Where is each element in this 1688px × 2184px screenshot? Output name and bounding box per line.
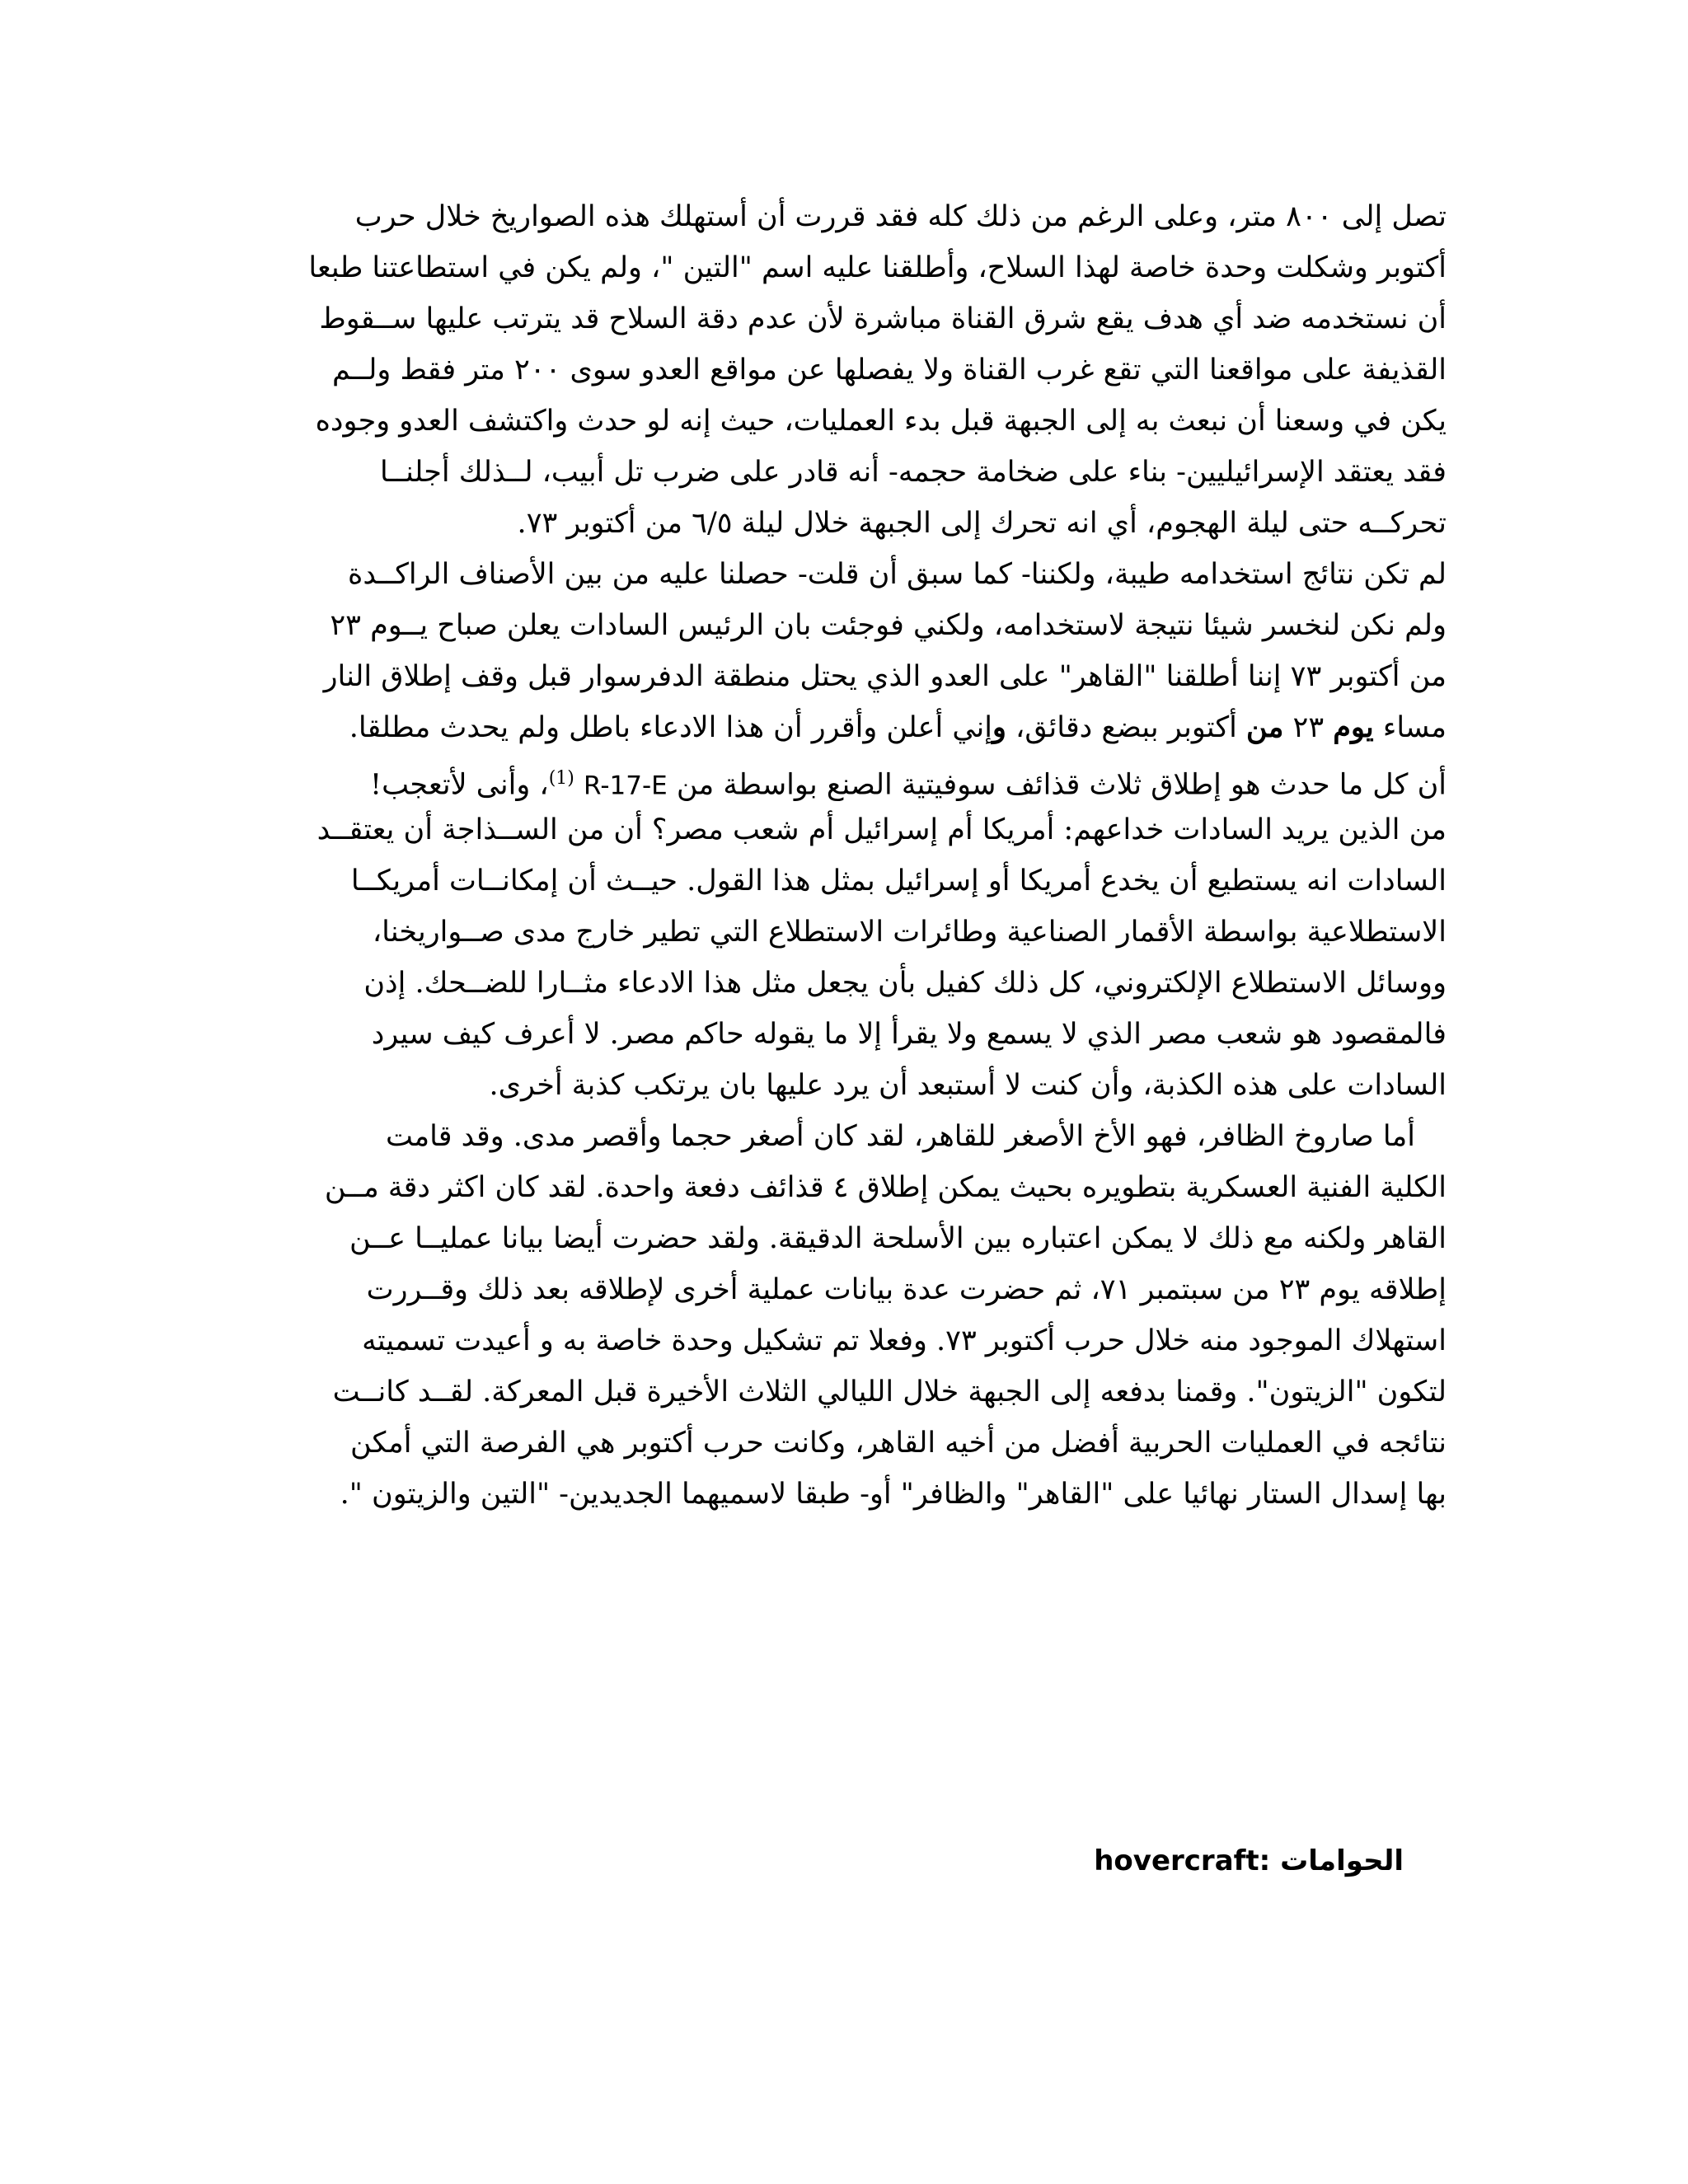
paragraph-3 [243, 1111, 1447, 1520]
text-line: إطلاقه يوم ٢٣ من سبتمبر ٧١، ثم حضرت عدة بيانات عملية أخرى لإطلاقه بعد ذلك وقــررت [366, 1273, 1447, 1306]
text-line: استهلاك الموجود منه خلال حرب أكتوبر ٧٣. وفعلا تم تشكيل وحدة خاصة به و أعيدت تسميته [362, 1324, 1447, 1357]
text-line: من أكتوبر ٧٣ إننا أطلقنا "القاهر" على العدو الذي يحتل منطقة الدفرسوار قبل وقف إطلاق النار [323, 660, 1447, 693]
heading-arabic: الحوامات [1270, 1844, 1404, 1877]
bold-run: من [1246, 710, 1284, 744]
text-line: يكن في وسعنا أن نبعث به إلى الجبهة قبل بدء العمليات، حيث إنه لو حدث واكتشف العدو وجوده [315, 405, 1447, 438]
text-run: مساء [1373, 711, 1447, 744]
text-line: تحركــه حتى ليلة الهجوم، أي انه تحرك إلى الجبهة خلال ليلة ٦/٥ من أكتوبر ٧٣. [517, 507, 1447, 540]
text-line: السادات انه يستطيع أن يخدع أمريكا أو إسرائيل بمثل هذا القول. حيــث أن إمكانــات أمريكــا [350, 865, 1447, 898]
text-line: القاهر ولكنه مع ذلك لا يمكن اعتباره بين الأسلحة الدقيقة. ولقد حضرت أيضا بيانا عمليــا عــن [349, 1222, 1447, 1255]
text-line: ولم نكن لنخسر شيئا نتيجة لاستخدامه، ولكني فوجئت بان الرئيس السادات يعلن صباح يــوم ٢٣ [330, 609, 1447, 642]
text-line: أن نستخدمه ضد أي هدف يقع شرق القناة مباشرة لأن عدم دقة السلاح قد يترتب عليها ســقوط [319, 302, 1447, 335]
text-line: لم تكن نتائج استخدامه طيبة، ولكننا- كما سبق أن قلت- حصلنا عليه من بين الأصناف الراكــدة [348, 558, 1447, 591]
text-line-bold-parts [243, 702, 1447, 753]
body-text [243, 191, 1447, 1520]
text-line: بها إسدال الستار نهائيا على "القاهر" والظافر" أو- طبقا لاسميهما الجديدين- "التين والزيتون ". [340, 1478, 1447, 1511]
missile-code: R-17-E [584, 771, 668, 801]
section-heading [1094, 1840, 1404, 1882]
text-line: أكتوبر وشكلت وحدة خاصة لهذا السلاح، وأطلقنا عليه اسم "التين "، ولم يكن في استطاعتنا طبعا [308, 251, 1447, 284]
text-run: إني أعلن وأقرر أن هذا الادعاء باطل ولم يحدث مطلقا. [349, 711, 993, 744]
text-run: ٢٣ [1283, 711, 1334, 744]
text-line: القذيفة على مواقعنا التي تقع غرب القناة ولا يفصلها عن مواقع العدو سوى ٢٠٠ متر فقط ولــم [331, 354, 1447, 387]
text-line-with-footnote [243, 753, 1447, 804]
paragraph-1 [243, 191, 1447, 549]
footnote-marker[interactable]: (1) [548, 768, 574, 789]
text-run: أكتوبر ببضع دقائق، [1006, 711, 1246, 744]
bold-run: و [992, 710, 1006, 744]
text-line: نتائجه في العمليات الحربية أفضل من أخيه القاهر، وكانت حرب أكتوبر هي الفرصة التي أمكن [350, 1427, 1447, 1460]
text-line: فالمقصود هو شعب مصر الذي لا يسمع ولا يقرأ إلا ما يقوله حاكم مصر. لا أعرف كيف سيرد [371, 1018, 1447, 1051]
text-line: لتكون "الزيتون". وقمنا بدفعه إلى الجبهة خلال الليالي الثلاث الأخيرة قبل المعركة. لقــد كانــت [332, 1376, 1447, 1408]
paragraph-2 [243, 549, 1447, 1111]
text-line: تصل إلى ٨٠٠ متر، وعلى الرغم من ذلك كله فقد قررت أن أستهلك هذه الصواريخ خلال حرب [354, 200, 1447, 233]
text-line: الكلية الفنية العسكرية بتطويره بحيث يمكن إطلاق ٤ قذائف دفعة واحدة. لقد كان اكثر دقة مــن [324, 1171, 1447, 1204]
text-line: أما صاروخ الظافر، فهو الأخ الأصغر للقاهر، لقد كان أصغر حجما وأقصر مدى. وقد قامت [386, 1120, 1415, 1153]
text-line: من الذين يريد السادات خداعهم: أمريكا أم إسرائيل أم شعب مصر؟ أن من الســذاجة أن يعتقــد [316, 813, 1447, 846]
text-run: أن كل ما حدث هو إطلاق ثلاث قذائف سوفيتية الصنع بواسطة من [667, 768, 1447, 802]
text-line: فقد يعتقد الإسرائيليين- بناء على ضخامة حجمه- أنه قادر على ضرب تل أبيب، لــذلك أجلنــا [379, 456, 1447, 489]
text-run: ، وأنى لأتعجب! [370, 768, 549, 802]
text-line: ووسائل الاستطلاع الإلكتروني، كل ذلك كفيل بأن يجعل مثل هذا الادعاء مثــارا للضــحك. إذن [363, 967, 1447, 1000]
bold-run: يوم [1333, 710, 1374, 744]
heading-latin: hovercraft: [1094, 1844, 1271, 1877]
text-line: الاستطلاعية بواسطة الأقمار الصناعية وطائرات الاستطلاع التي تطير خارج مدى صــواريخنا، [372, 916, 1447, 949]
text-line: السادات على هذه الكذبة، وأن كنت لا أستبعد أن يرد عليها بان يرتكب كذبة أخرى. [489, 1069, 1447, 1102]
